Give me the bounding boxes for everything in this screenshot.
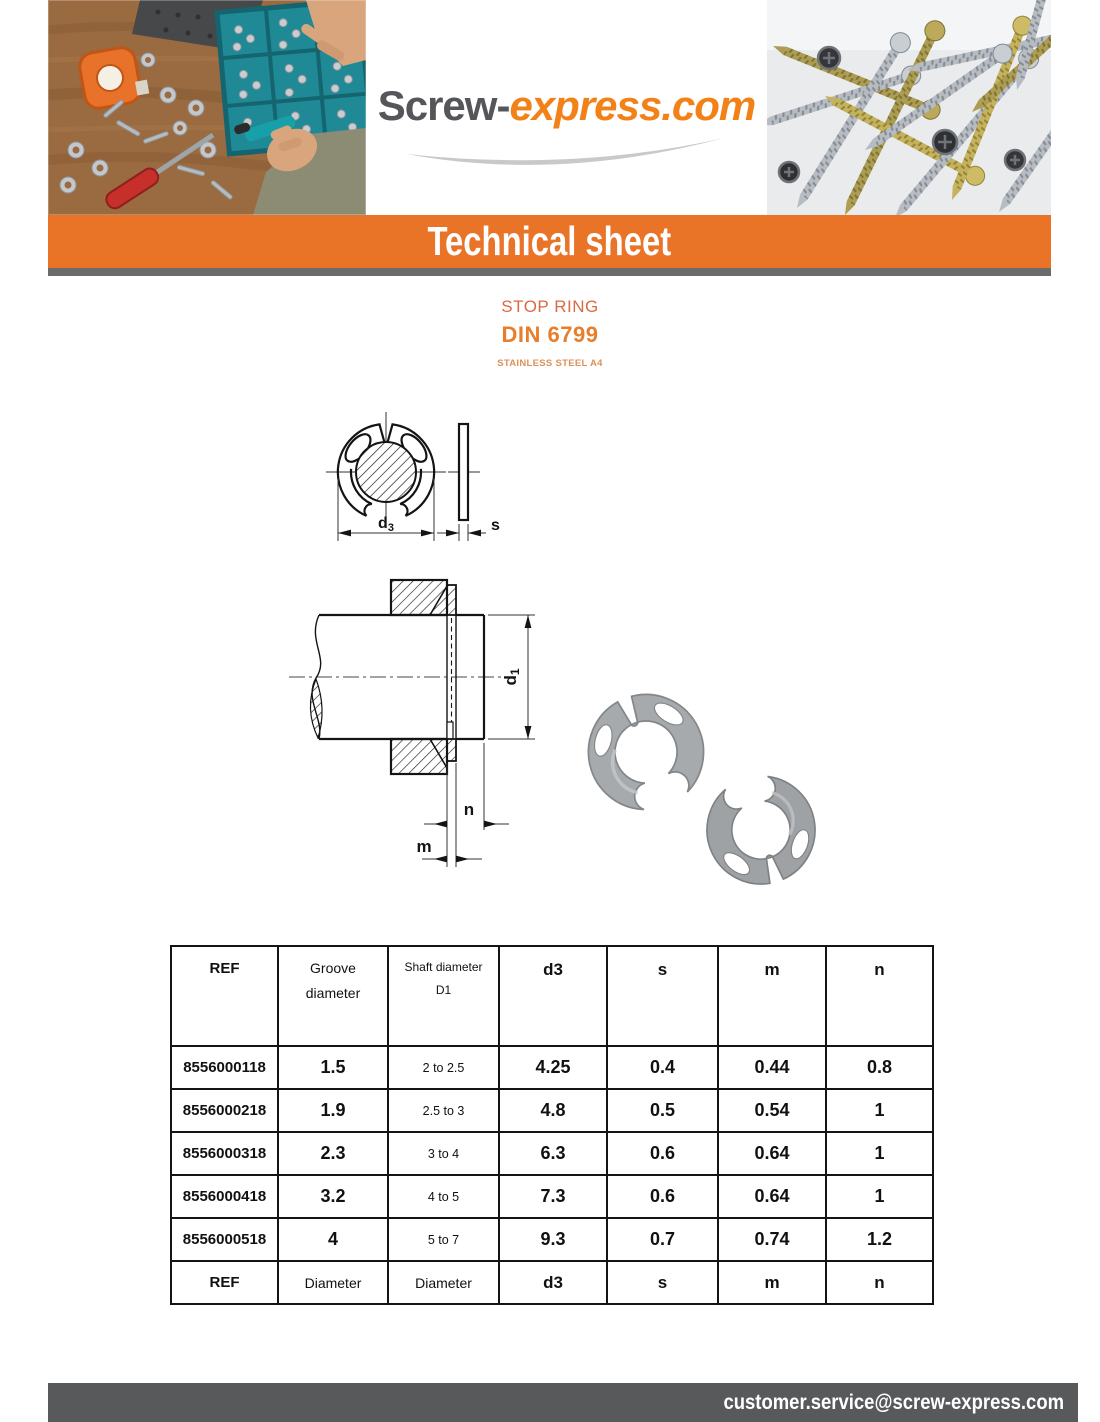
table-row xyxy=(171,1046,933,1089)
banner-divider xyxy=(48,268,1051,276)
shaft-cell: 3 to 4 xyxy=(388,1132,499,1175)
ring-side-view xyxy=(459,424,468,520)
d3-cell: 4.8 xyxy=(499,1089,607,1132)
screws-photo xyxy=(767,0,1051,215)
ref-cell: 8556000218 xyxy=(171,1089,278,1132)
shaft-cell: 5 to 7 xyxy=(388,1218,499,1261)
shaft-cell: 2.5 to 3 xyxy=(388,1089,499,1132)
dimension-label-d1: d1 xyxy=(501,668,522,686)
logo-part-2: express.com xyxy=(509,82,756,129)
n-cell: 1 xyxy=(826,1089,933,1132)
s-cell: 0.7 xyxy=(607,1218,718,1261)
s-cell: 0.6 xyxy=(607,1132,718,1175)
m-cell: 0.74 xyxy=(718,1218,826,1261)
s-cell: 0.6 xyxy=(607,1175,718,1218)
product-material: STAINLESS STEEL A4 xyxy=(497,358,603,369)
dimension-label-m: m xyxy=(416,837,432,856)
spec-table xyxy=(170,945,934,1305)
ref-cell: 8556000318 xyxy=(171,1132,278,1175)
shaft-section xyxy=(356,442,416,502)
column-header-groove: Groove diameter xyxy=(278,946,388,1046)
shaft-section-drawing xyxy=(283,572,563,887)
column-header-ref: REF xyxy=(171,946,278,1046)
footer-m: m xyxy=(718,1261,826,1304)
footer-ref: REF xyxy=(171,1261,278,1304)
logo-part-1: Screw- xyxy=(377,82,510,129)
footer-bar xyxy=(48,1383,1078,1422)
footer-n: n xyxy=(826,1261,933,1304)
dimension-label-d3: d3 xyxy=(378,515,394,534)
table-row xyxy=(171,1132,933,1175)
s-cell: 0.5 xyxy=(607,1089,718,1132)
table-row xyxy=(171,1218,933,1261)
groove-cell: 1.9 xyxy=(278,1089,388,1132)
d3-cell: 9.3 xyxy=(499,1218,607,1261)
table-row xyxy=(171,1089,933,1132)
m-cell: 0.64 xyxy=(718,1132,826,1175)
product-standard: DIN 6799 xyxy=(501,322,599,347)
ref-cell: 8556000118 xyxy=(171,1046,278,1089)
eclip-product-photo xyxy=(558,672,853,907)
dimension-label-s: s xyxy=(491,517,500,534)
logo-swoosh-icon xyxy=(394,128,734,170)
table-header-row xyxy=(171,946,933,1046)
s-cell: 0.4 xyxy=(607,1046,718,1089)
shaft-cell: 2 to 2.5 xyxy=(388,1046,499,1089)
footer-s: s xyxy=(607,1261,718,1304)
groove-cell: 4 xyxy=(278,1218,388,1261)
workbench-photo-art xyxy=(48,0,366,215)
m-cell: 0.44 xyxy=(718,1046,826,1089)
d3-cell: 7.3 xyxy=(499,1175,607,1218)
n-cell: 1.2 xyxy=(826,1218,933,1261)
n-cell: 1 xyxy=(826,1175,933,1218)
eclip-1 xyxy=(571,678,719,823)
n-cell: 1 xyxy=(826,1132,933,1175)
column-header-shaft: Shaft diameter D1 xyxy=(388,946,499,1046)
m-cell: 0.54 xyxy=(718,1089,826,1132)
groove-cell: 2.3 xyxy=(278,1132,388,1175)
brand-logo xyxy=(366,82,767,130)
screws-photo-art xyxy=(767,0,1051,215)
workbench-photo xyxy=(48,0,366,215)
ring-in-groove xyxy=(447,585,456,761)
column-header-d3: d3 xyxy=(499,946,607,1046)
shaft-cell: 4 to 5 xyxy=(388,1175,499,1218)
footer-d3: d3 xyxy=(499,1261,607,1304)
dimension-label-n: n xyxy=(463,800,475,819)
footer-diameter-1: Diameter xyxy=(278,1261,388,1304)
d3-cell: 6.3 xyxy=(499,1132,607,1175)
table-footer-row xyxy=(171,1261,933,1304)
logo-area xyxy=(366,0,767,215)
groove-cell: 1.5 xyxy=(278,1046,388,1089)
d3-cell: 4.25 xyxy=(499,1046,607,1089)
ref-cell: 8556000518 xyxy=(171,1218,278,1261)
banner-title: Technical sheet xyxy=(427,218,672,264)
column-header-s: s xyxy=(607,946,718,1046)
column-header-n: n xyxy=(826,946,933,1046)
eclip-2 xyxy=(695,767,828,897)
m-cell: 0.64 xyxy=(718,1175,826,1218)
product-name: STOP RING xyxy=(501,297,599,316)
technical-sheet-banner xyxy=(48,215,1051,268)
stop-ring-top-view-drawing xyxy=(298,400,548,575)
customer-service-email[interactable]: customer.service@screw-express.com xyxy=(723,1391,1064,1414)
column-header-m: m xyxy=(718,946,826,1046)
footer-diameter-2: Diameter xyxy=(388,1261,499,1304)
table-row xyxy=(171,1175,933,1218)
groove-cell: 3.2 xyxy=(278,1175,388,1218)
n-cell: 0.8 xyxy=(826,1046,933,1089)
ref-cell: 8556000418 xyxy=(171,1175,278,1218)
